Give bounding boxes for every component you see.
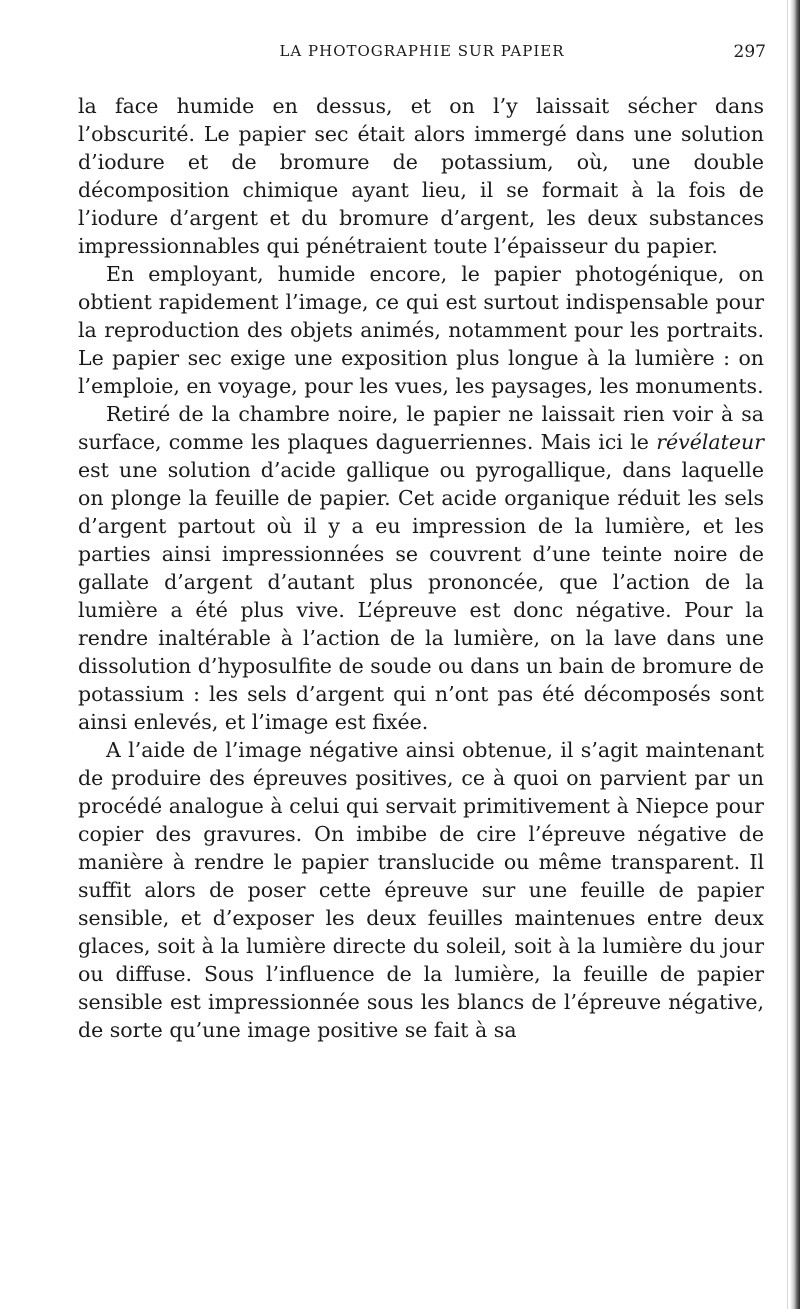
body-text (78, 92, 764, 1044)
paragraph-3 (78, 400, 764, 736)
paragraph-2: En employant, humide encore, le papier photogénique, on obtient rapidement l’image, ce qui est surtout indispensable pour la reproduction des objets animés, notamment pour les portraits. Le papier sec exige une exposition plus longue à la lumière : on l’emploie, en voyage, pour les vues, les paysages, les monuments. (78, 262, 764, 398)
page-header (78, 42, 766, 72)
running-title: LA PHOTOGRAPHIE SUR PAPIER (279, 42, 565, 60)
page-number: 297 (733, 42, 766, 62)
paragraph-3-text-end: est une solution d’acide gallique ou pyrogallique, dans laquelle on plonge la feuille de papier. Cet acide organique réduit les sels d’argent partout où il y a eu impression de la lumière, et les parties ainsi impressionnées se couvrent d’une teinte noire de gallate d’argent d’autant plus prononcée, que l’action de la lumière a été plus vive. L’épreuve est donc négative. Pour la rendre inaltérable à l’action de la lumière, on la lave dans une dissolution d’hyposulfite de soude ou dans un bain de bromure de potassium : les sels d’argent qui n’ont pas été décomposés sont ainsi enlevés, et l’image est fixée. (78, 458, 764, 734)
page-edge-line (787, 0, 788, 1309)
paragraph-3-text-start: Retiré de la chambre noire, le papier ne laissait rien voir à sa surface, comme les plaques daguerriennes. Mais ici le (78, 402, 764, 454)
paragraph-4: A l’aide de l’image négative ainsi obtenue, il s’agit maintenant de produire des épreuves positives, ce à quoi on parvient par un procédé analogue à celui qui servait primitivement à Niepce pour copier des gravures. On imbibe de cire l’épreuve négative de manière à rendre le papier translucide ou même transparent. Il suffit alors de poser cette épreuve sur une feuille de papier sensible, et d’exposer les deux feuilles maintenues entre deux glaces, soit à la lumière directe du soleil, soit à la lumière du jour ou diffuse. Sous l’influence de la lumière, la feuille de papier sensible est impressionnée sous les blancs de l’épreuve négative, de sorte qu’une image positive se fait à sa (78, 738, 764, 1042)
paragraph-1: la face humide en dessus, et on l’y laissait sécher dans l’obscurité. Le papier sec était alors immergé dans une solution d’iodure et de bromure de potassium, où, une double décomposition chimique ayant lieu, il se formait à la fois de l’iodure d’argent et du bromure d’argent, les deux substances impressionnables qui pénétraient toute l’épaisseur du papier. (78, 94, 764, 258)
page-edge-shadow (790, 0, 800, 1309)
italic-term: révélateur (656, 430, 764, 454)
